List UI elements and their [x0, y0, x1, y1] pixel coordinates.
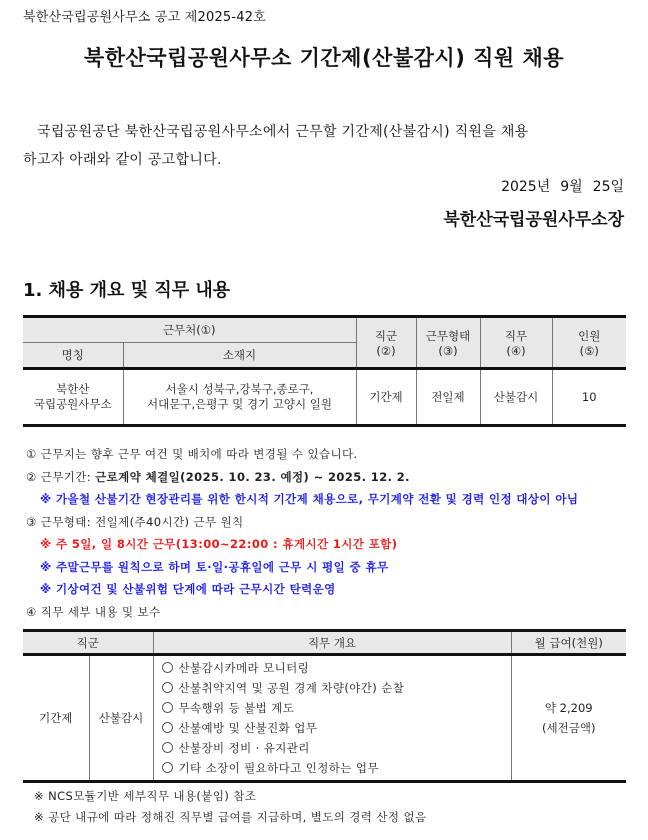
announcement-date [501, 176, 624, 196]
duty-item: 산불감시카메라 모니터링 [162, 658, 511, 678]
header-work-type: 근무형태 (③) [416, 317, 480, 369]
duty-pay-table [23, 629, 626, 783]
note-work-type-hours: ※ 주 5일, 일 8시간 근무(13:00~22:00 : 휴게시간 1시간 포함) [40, 537, 398, 551]
intro-line-2: 하고자 아래와 같이 공고합니다. [23, 152, 222, 168]
cell-job: 산불감시 [89, 655, 153, 782]
footnote: ※ NCS모듈기반 세부직무 내용(붙임) 참조 [34, 789, 257, 803]
circle-bullet-icon [162, 682, 173, 693]
header-location: 소재지 [123, 343, 356, 369]
cell-name: 북한산 국립공원사무소 [33, 382, 112, 411]
note-duty-pay: ④ 직무 세부 내용 및 보수 [26, 604, 161, 619]
note-period: ② 근무기간: 근로계약 체결일(2025. 10. 23. 예정) ~ 2025. 12. 2. [26, 469, 410, 484]
header-job-group: 직군 [23, 631, 153, 655]
duty-item: 산불장비 정비 · 유지관리 [162, 738, 511, 758]
notes-list [26, 443, 578, 623]
note-workplace: ① 근무지는 향후 근무 여건 및 배치에 따라 변경될 수 있습니다. [26, 447, 358, 461]
note-work-type: ③ 근무형태: 전일제(주40시간) 근무 원칙 [26, 514, 244, 529]
duty-item: 무속행위 등 불법 계도 [162, 698, 511, 718]
cell-headcount: 10 [552, 369, 626, 426]
page-title: 북한산국립공원사무소 기간제(산불감시) 직원 채용 [83, 46, 565, 70]
date-year: 2025년 [501, 179, 551, 195]
circle-bullet-icon [162, 722, 173, 733]
section-heading: 1. 채용 개요 및 직무 내용 [23, 280, 231, 301]
duty-item: 산불예방 및 산불진화 업무 [162, 718, 511, 738]
duty-item: 기타 소장이 필요하다고 인정하는 업무 [162, 758, 511, 778]
table-row [23, 369, 626, 426]
footnote: ※ 공단 내규에 따라 정해진 직무별 급여를 지급하며, 별도의 경력 산정 없음 [34, 810, 427, 824]
duty-item: 산불취약지역 및 공원 경계 차량(야간) 순찰 [162, 678, 511, 698]
cell-job-group: 기간제 [39, 711, 73, 725]
header-headcount: 인원 (⑤) [552, 317, 626, 369]
intro-line-1 [23, 118, 625, 146]
recruitment-overview-table [23, 315, 626, 427]
header-job-group: 직군 (②) [356, 317, 416, 369]
header-pay: 월 급여(천원) [511, 631, 626, 655]
note-work-type-weekend: ※ 주말근무를 원칙으로 하며 토·일·공휴일에 근무 시 평일 중 휴무 [40, 559, 389, 574]
header-name: 명칭 [23, 343, 123, 369]
note-period-sub: ※ 가을철 산불기간 현장관리를 위한 한시적 기간제 채용으로, 무기계약 전환 및 경력 인정 대상이 아님 [40, 492, 579, 506]
intro-paragraph [23, 118, 625, 174]
footnotes [34, 786, 426, 828]
cell-job-group: 기간제 [356, 369, 416, 426]
circle-bullet-icon [162, 742, 173, 753]
header-workplace: 근무처(①) [23, 317, 356, 343]
notice-number: 북한산국립공원사무소 공고 제2025-42호 [23, 10, 266, 25]
header-duty: 직무 (④) [480, 317, 552, 369]
cell-location: 서울시 성북구,강북구,종로구, 서대문구,은평구 및 경기 고양시 일원 [123, 369, 356, 426]
header-summary: 직무 개요 [153, 631, 511, 655]
note-work-type-flex: ※ 기상여건 및 산불위험 단계에 따라 근무시간 탄력운영 [40, 582, 336, 596]
date-day: 25일 [592, 179, 624, 195]
signer: 북한산국립공원사무소장 [443, 210, 624, 230]
circle-bullet-icon [162, 662, 173, 673]
date-month: 9월 [560, 179, 583, 195]
intro-text-1: 국립공원공단 북한산국립공원사무소에서 근무할 기간제(산불감시) 직원을 채용 [37, 124, 529, 140]
circle-bullet-icon [162, 762, 173, 773]
cell-duties [153, 655, 511, 782]
cell-duty: 산불감시 [480, 369, 552, 426]
table-row [23, 655, 626, 782]
circle-bullet-icon [162, 702, 173, 713]
cell-pay: 약 2,209 (세전금액) [511, 655, 626, 782]
cell-work-type: 전일제 [416, 369, 480, 426]
